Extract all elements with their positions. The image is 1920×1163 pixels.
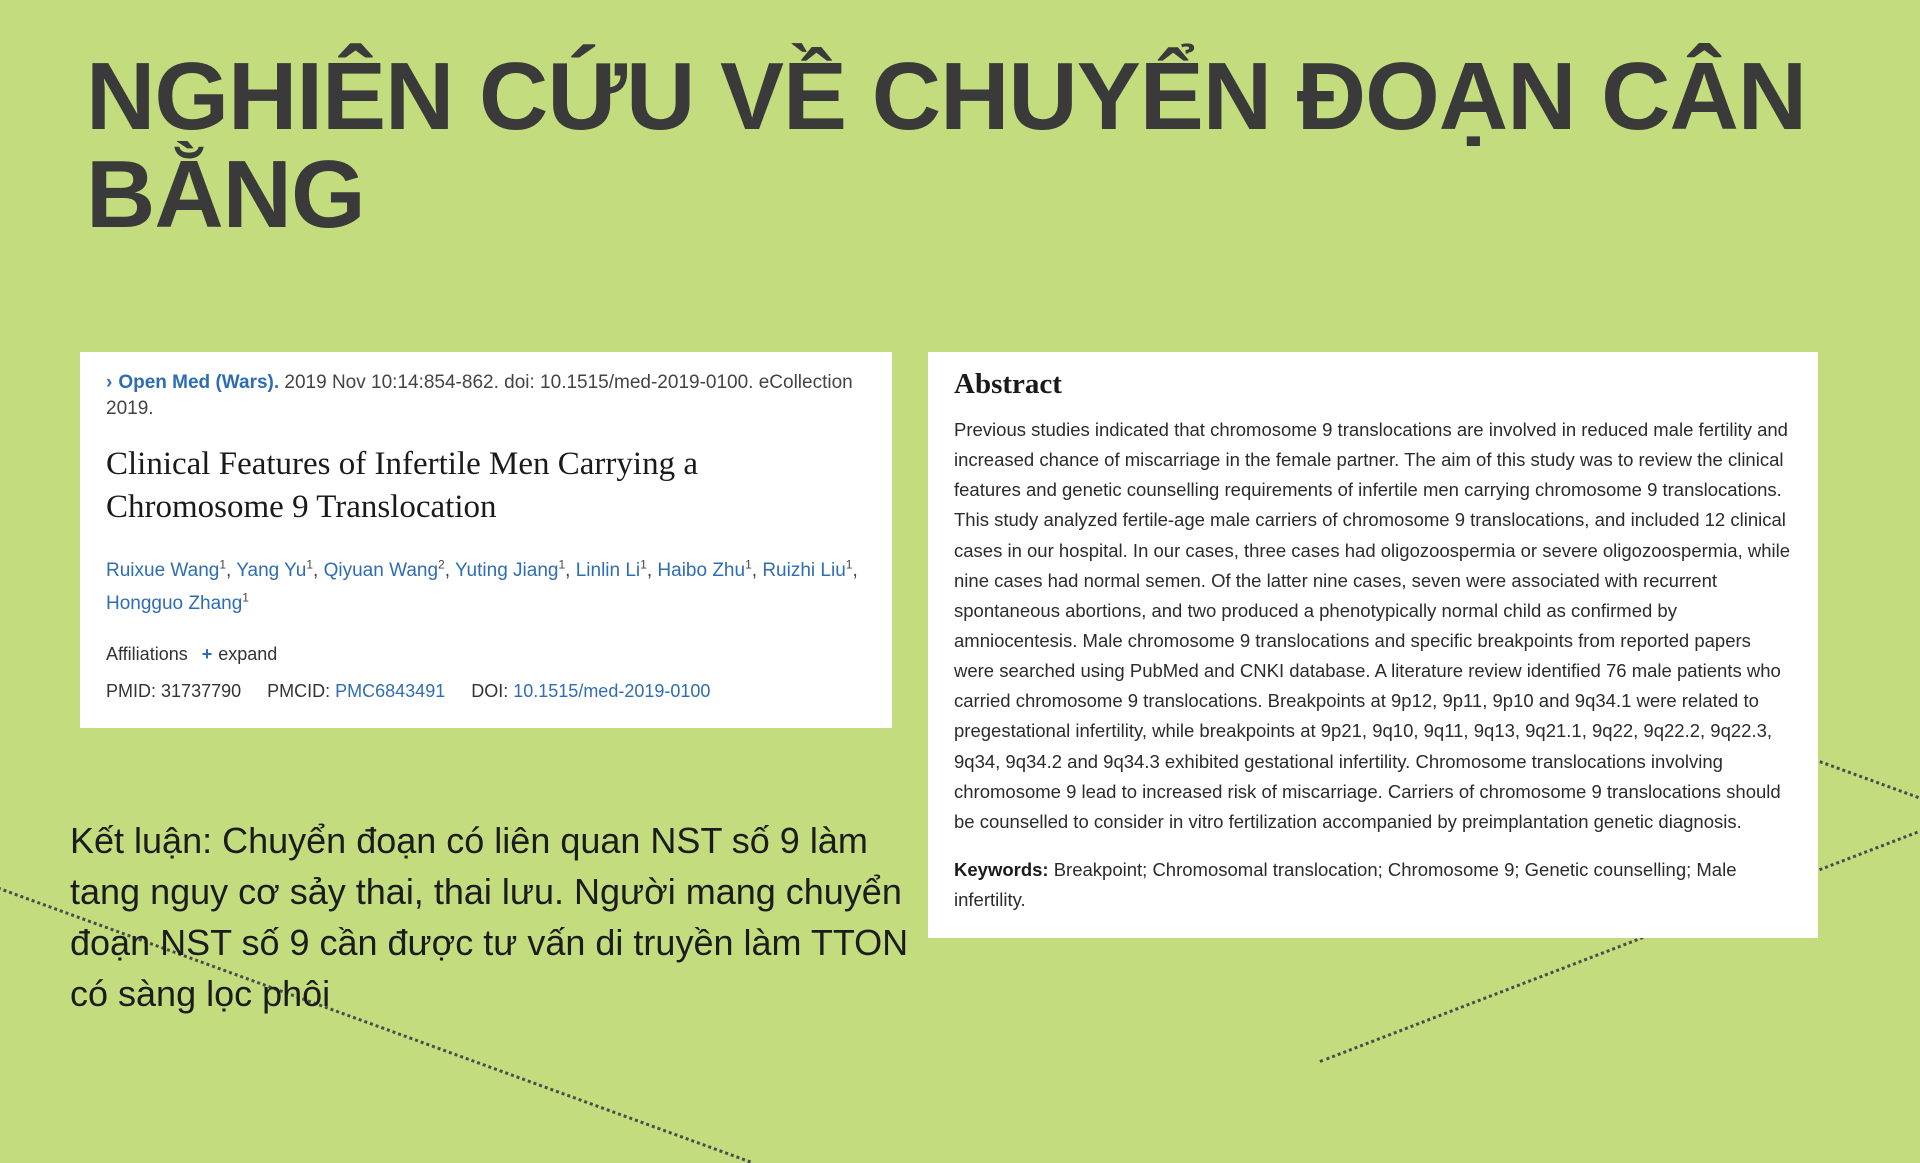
- author-affiliation-marker: 1: [745, 557, 752, 572]
- abstract-text: Previous studies indicated that chromosome 9 translocations are involved in reduced male fertility and increased chance of miscarriage in the female partner. The aim of this study was to review the clinical features and genetic counselling requirements of infertile men carrying chromosome 9 translocations. This study analyzed fertile-age male carriers of chromosome 9 translocations, and included 12 clinical cases in our hospital. In our cases, three cases had oligozoospermia or severe oligozoospermia, while nine cases had normal semen. Of the latter nine cases, seven were associated with recurrent spontaneous abortions, and two produced a phenotypically normal child as confirmed by amniocentesis. Male chromosome 9 translocations and specific breakpoints from reported papers were searched using PubMed and CNKI database. A literature review identified 76 male patients who carried chromosome 9 translocations. Breakpoints at 9p12, 9p11, 9p10 and 9q34.1 were related to pregestational infertility, while breakpoints at 9p21, 9q10, 9q11, 9q13, 9q21.1, 9q22, 9q22.2, 9q22.3, 9q34, 9q34.2 and 9q34.3 exhibited gestational infertility. Chromosome translocations involving chromosome 9 lead to increased risk of miscarriage. Carriers of chromosome 9 translocations should be counselled to consider in vitro fertilization accompanied by preimplantation genetic diagnosis.: [954, 419, 1791, 832]
- author-link[interactable]: Yang Yu: [236, 559, 307, 581]
- pubmed-citation-card: [80, 352, 892, 728]
- author-link[interactable]: Linlin Li: [575, 559, 641, 581]
- pmcid-label: PMCID:: [267, 681, 331, 702]
- pmid-label: PMID:: [106, 681, 157, 702]
- author-affiliation-marker: 1: [219, 557, 227, 572]
- paper-title: Clinical Features of Infertile Men Carrying a Chromosome 9 Translocation: [106, 446, 698, 525]
- conclusion-text: Kết luận: Chuyển đoạn có liên quan NST số 9 làm tang nguy cơ sảy thai, thai lưu. Người mang chuyển đoạn NST số 9 cần được tư vấn di truyền làm TTON có sàng lọc phôi: [70, 820, 909, 1015]
- expand-button[interactable]: expand: [218, 644, 278, 665]
- citation-details: 2019 Nov 10:14:854-862. doi: 10.1515/med-2019-0100. eCollection 2019.: [106, 372, 853, 419]
- affiliations-label: Affiliations: [106, 644, 188, 665]
- author-affiliation-marker: 1: [845, 557, 853, 572]
- doi-label: DOI:: [471, 681, 509, 702]
- plus-icon[interactable]: +: [201, 644, 213, 665]
- journal-citation-line: [106, 370, 866, 421]
- identifiers-row: [106, 681, 866, 702]
- journal-name-link[interactable]: Open Med (Wars).: [118, 372, 280, 393]
- author-affiliation-marker: 1: [558, 557, 566, 572]
- author-affiliation-marker: 1: [306, 557, 314, 572]
- chevron-right-icon: ›: [106, 372, 113, 393]
- author-affiliation-marker: 1: [242, 590, 249, 605]
- author-affiliation-marker: 2: [438, 557, 445, 572]
- author-link[interactable]: Haibo Zhu: [657, 559, 746, 581]
- abstract-heading: Abstract: [954, 368, 1062, 400]
- author-link[interactable]: Ruizhi Liu: [762, 559, 846, 581]
- pmid-value: 31737790: [161, 681, 242, 702]
- keywords-label: Keywords:: [954, 858, 1049, 880]
- pmcid-link[interactable]: PMC6843491: [335, 681, 446, 702]
- abstract-card: [928, 352, 1818, 938]
- author-list: Ruixue Wang$^1$, Yang Yu$^1$, Qiyuan Wang$^2$, Yuting Jiang$^1$, Linlin Li$^1$, Haibo Zhu$^1$, Ruizhi Liu$^1$, Hongguo Zhang$^1$: [106, 557, 858, 614]
- doi-link[interactable]: 10.1515/med-2019-0100: [513, 681, 711, 702]
- author-affiliation-marker: 1: [640, 557, 647, 572]
- author-link[interactable]: Ruixue Wang: [106, 559, 220, 581]
- affiliations-row: [106, 644, 866, 665]
- keywords-value: Breakpoint; Chromosomal translocation; Chromosome 9; Genetic counselling; Male infertility.: [954, 858, 1737, 910]
- author-link[interactable]: Hongguo Zhang: [106, 593, 243, 614]
- author-link[interactable]: Qiyuan Wang: [323, 559, 439, 581]
- page-title: NGHIÊN CỨU VỀ CHUYỂN ĐOẠN CÂN BẰNG: [86, 43, 1807, 248]
- keywords-row: [954, 855, 1792, 914]
- author-link[interactable]: Yuting Jiang: [454, 559, 559, 581]
